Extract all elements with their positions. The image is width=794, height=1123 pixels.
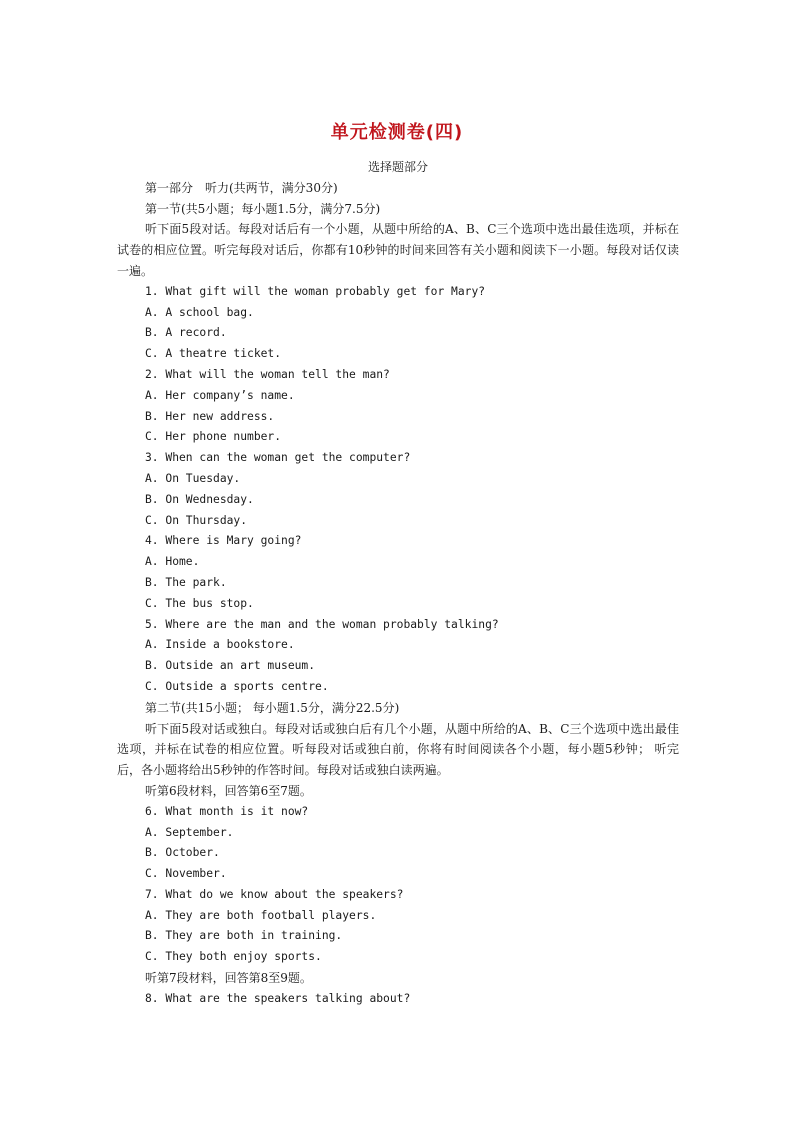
question-1: 1. What gift will the woman probably get for Mary? <box>145 284 486 298</box>
option-4b: B. The park. <box>145 575 227 589</box>
question-6: 6. What month is it now? <box>145 804 309 818</box>
option-6c: C. November. <box>145 867 227 881</box>
option-1b: B. A record. <box>145 326 227 340</box>
question-8: 8. What are the speakers talking about? <box>145 991 411 1005</box>
option-7b: B. They are both in training. <box>145 929 343 943</box>
option-2a: A. Her company’s name. <box>145 388 295 402</box>
question-4: 4. Where is Mary going? <box>145 534 302 548</box>
option-4a: A. Home. <box>145 555 200 569</box>
page-content <box>117 157 679 1010</box>
option-1a: A. A school bag. <box>145 305 254 319</box>
option-7a: A. They are both football players. <box>145 908 377 922</box>
question-2: 2. What will the woman tell the man? <box>145 367 390 381</box>
page-title: 单元检测卷(四) <box>330 122 464 143</box>
option-5a: A. Inside a bookstore. <box>145 638 295 652</box>
section-heading: 选择题部分 <box>367 160 428 174</box>
question-3: 3. When can the woman get the computer? <box>145 451 411 465</box>
option-5b: B. Outside an art museum. <box>145 659 316 673</box>
option-2c: C. Her phone number. <box>145 430 282 444</box>
question-7: 7. What do we know about the speakers? <box>145 887 404 901</box>
section-1-instructions: 听下面5段对话。每段对话后有一个小题，从题中所给的A、B、C三个选项中选出最佳选项，并标在试卷的相应位置。听完每段对话后，你都有10秒钟的时间来回答有关小题和阅读下一小题。每段对话仅读一遍。 <box>117 222 679 278</box>
section-2-instructions: 听下面5段对话或独白。每段对话或独白后有几个小题，从题中所给的A、B、C三个选项中选出最佳选项，并标在试卷的相应位置。听每段对话或独白前，你将有时间阅读各个小题，每小题5秒钟； 听完后，各小题将给出5秒钟的作答时间。每段对话或独白读两遍。 <box>117 721 679 778</box>
question-5: 5. Where are the man and the woman probably talking? <box>145 617 499 631</box>
option-3c: C. On Thursday. <box>145 513 248 527</box>
option-6a: A. September. <box>145 825 234 839</box>
option-2b: B. Her new address. <box>145 409 275 423</box>
option-6b: B. October. <box>145 846 220 860</box>
option-5c: C. Outside a sports centre. <box>145 679 329 693</box>
material-7-note: 听第7段材料，回答第8至9题。 <box>145 971 312 986</box>
option-3b: B. On Wednesday. <box>145 492 254 506</box>
option-7c: C. They both enjoy sports. <box>145 950 322 964</box>
option-3a: A. On Tuesday. <box>145 471 241 485</box>
section-2-heading: 第二节(共15小题； 每小题1.5分，满分22.5分) <box>145 700 400 715</box>
material-6-note: 听第6段材料，回答第6至7题。 <box>145 783 312 798</box>
option-1c: C. A theatre ticket. <box>145 347 282 361</box>
section-1-heading: 第一节(共5小题；每小题1.5分，满分7.5分) <box>145 201 381 216</box>
option-4c: C. The bus stop. <box>145 596 254 610</box>
part-heading: 第一部分 听力(共两节，满分30分) <box>145 180 338 195</box>
